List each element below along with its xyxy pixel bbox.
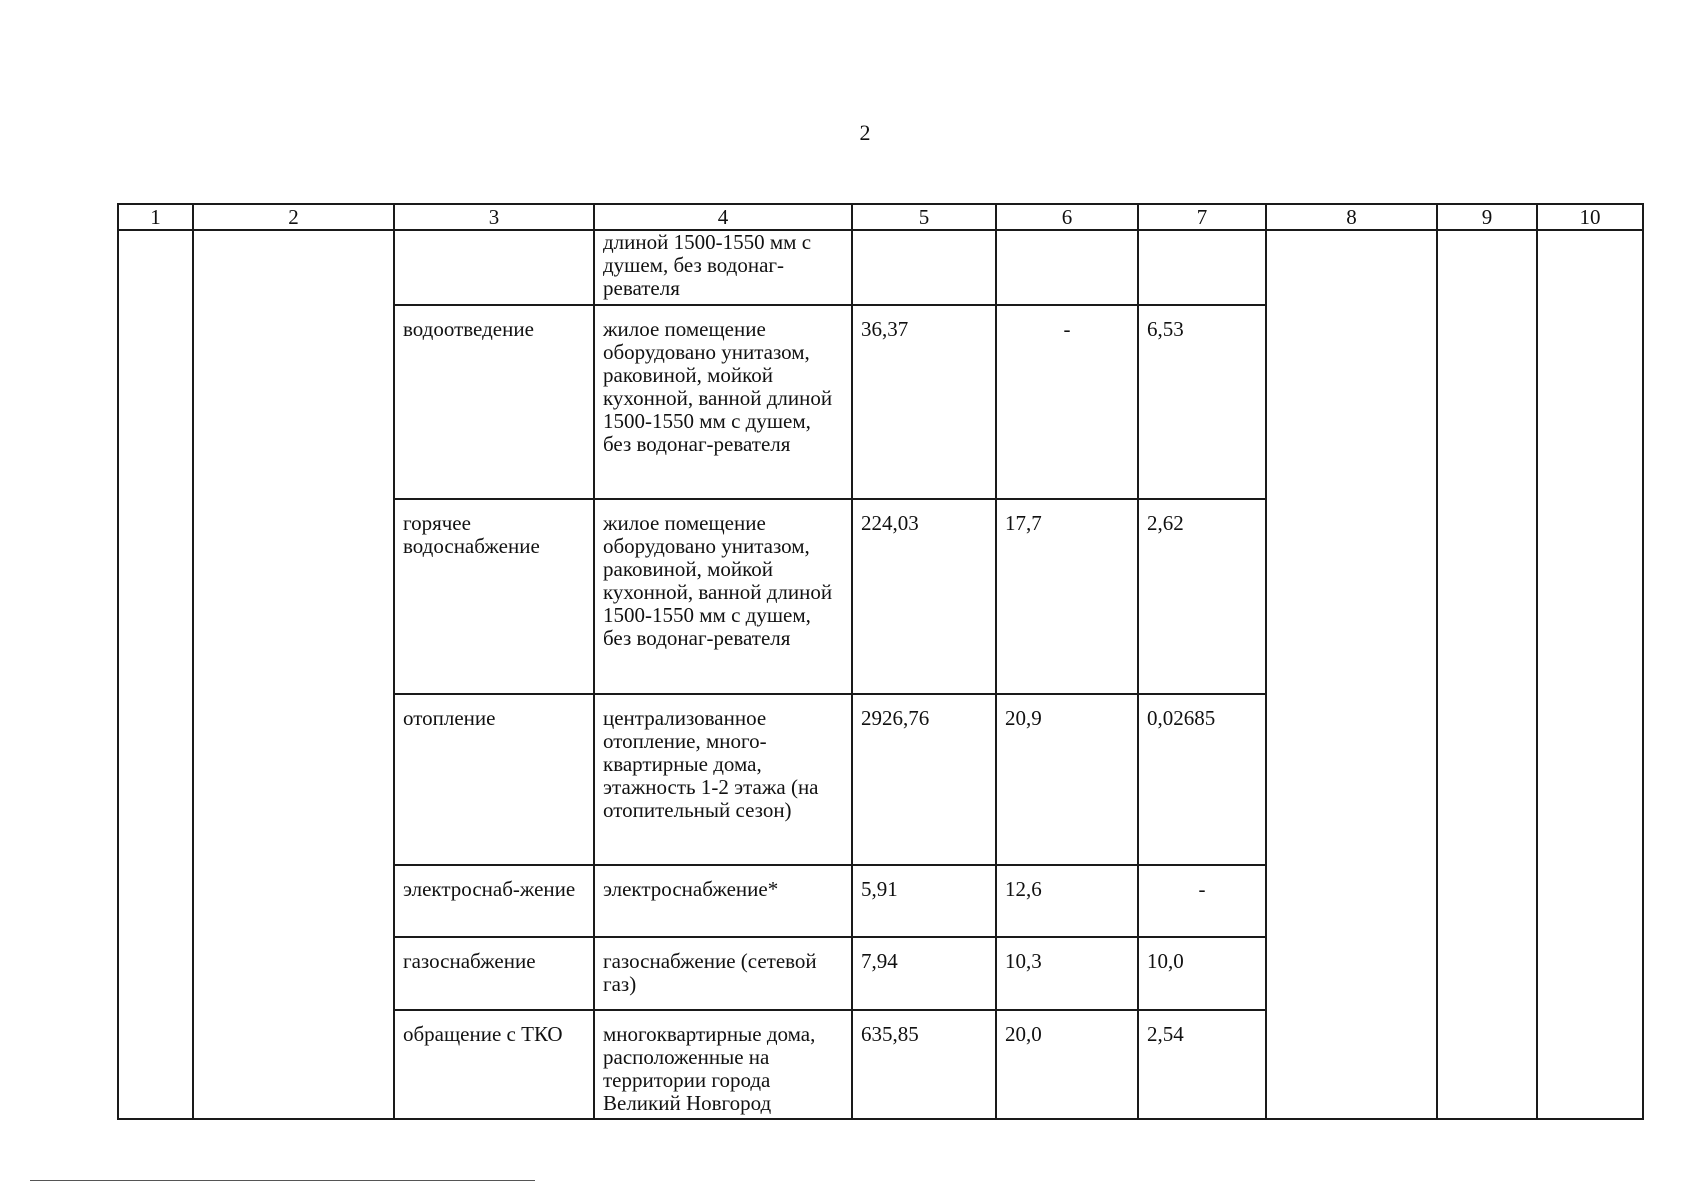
description-cell: газоснабжение (сетевой газ) [594, 937, 852, 1010]
description-cell: многоквартирные дома, расположенные на территории города Великий Новгород [594, 1010, 852, 1119]
column-header-2: 2 [193, 204, 394, 230]
col6-cell: 20,9 [996, 694, 1138, 865]
column-header-1: 1 [118, 204, 193, 230]
col5-cell: 5,91 [852, 865, 996, 937]
col5-cell: 7,94 [852, 937, 996, 1010]
column-1-cell [118, 230, 193, 1119]
description-cell: электроснабжение* [594, 865, 852, 937]
column-8-cell [1266, 230, 1437, 1119]
service-cell: горячее водоснабжение [394, 499, 594, 694]
col7-cell: 6,53 [1138, 305, 1266, 499]
column-header-7: 7 [1138, 204, 1266, 230]
column-header-5: 5 [852, 204, 996, 230]
service-cell: обращение с ТКО [394, 1010, 594, 1119]
col7-cell: - [1138, 865, 1266, 937]
col7-cell: 10,0 [1138, 937, 1266, 1010]
description-cell: централизованное отопление, много-квартирные дома, этажность 1-2 этажа (на отопительный сезон) [594, 694, 852, 865]
description-cell: длиной 1500-1550 мм с душем, без водонаг-ревателя [594, 230, 852, 305]
col7-cell [1138, 230, 1266, 305]
column-2-cell [193, 230, 394, 1119]
column-header-8: 8 [1266, 204, 1437, 230]
column-header-3: 3 [394, 204, 594, 230]
tariff-table [117, 203, 1644, 1120]
column-header-10: 10 [1537, 204, 1643, 230]
col5-cell [852, 230, 996, 305]
col7-cell: 0,02685 [1138, 694, 1266, 865]
col5-cell: 36,37 [852, 305, 996, 499]
footnote-separator-line [30, 1180, 535, 1181]
column-header-4: 4 [594, 204, 852, 230]
col6-cell: 17,7 [996, 499, 1138, 694]
column-header-6: 6 [996, 204, 1138, 230]
col5-cell: 224,03 [852, 499, 996, 694]
service-cell: газоснабжение [394, 937, 594, 1010]
col6-cell: 12,6 [996, 865, 1138, 937]
col6-cell: 20,0 [996, 1010, 1138, 1119]
col5-cell: 635,85 [852, 1010, 996, 1119]
column-number-header-row [118, 204, 1643, 230]
col6-cell: - [996, 305, 1138, 499]
column-header-9: 9 [1437, 204, 1537, 230]
column-9-cell [1437, 230, 1537, 1119]
col6-cell [996, 230, 1138, 305]
col7-cell: 2,62 [1138, 499, 1266, 694]
col6-cell: 10,3 [996, 937, 1138, 1010]
service-cell: отопление [394, 694, 594, 865]
column-10-cell [1537, 230, 1643, 1119]
service-cell [394, 230, 594, 305]
description-cell: жилое помещение оборудовано унитазом, раковиной, мойкой кухонной, ванной длиной 1500-1550 мм с душем, без водонаг-ревателя [594, 305, 852, 499]
page-number: 2 [859, 120, 871, 145]
service-cell: водоотведение [394, 305, 594, 499]
description-cell: жилое помещение оборудовано унитазом, раковиной, мойкой кухонной, ванной длиной 1500-1550 мм с душем, без водонаг-ревателя [594, 499, 852, 694]
service-cell: электроснаб-жение [394, 865, 594, 937]
col5-cell: 2926,76 [852, 694, 996, 865]
table-row-continuation [118, 230, 1643, 305]
col7-cell: 2,54 [1138, 1010, 1266, 1119]
